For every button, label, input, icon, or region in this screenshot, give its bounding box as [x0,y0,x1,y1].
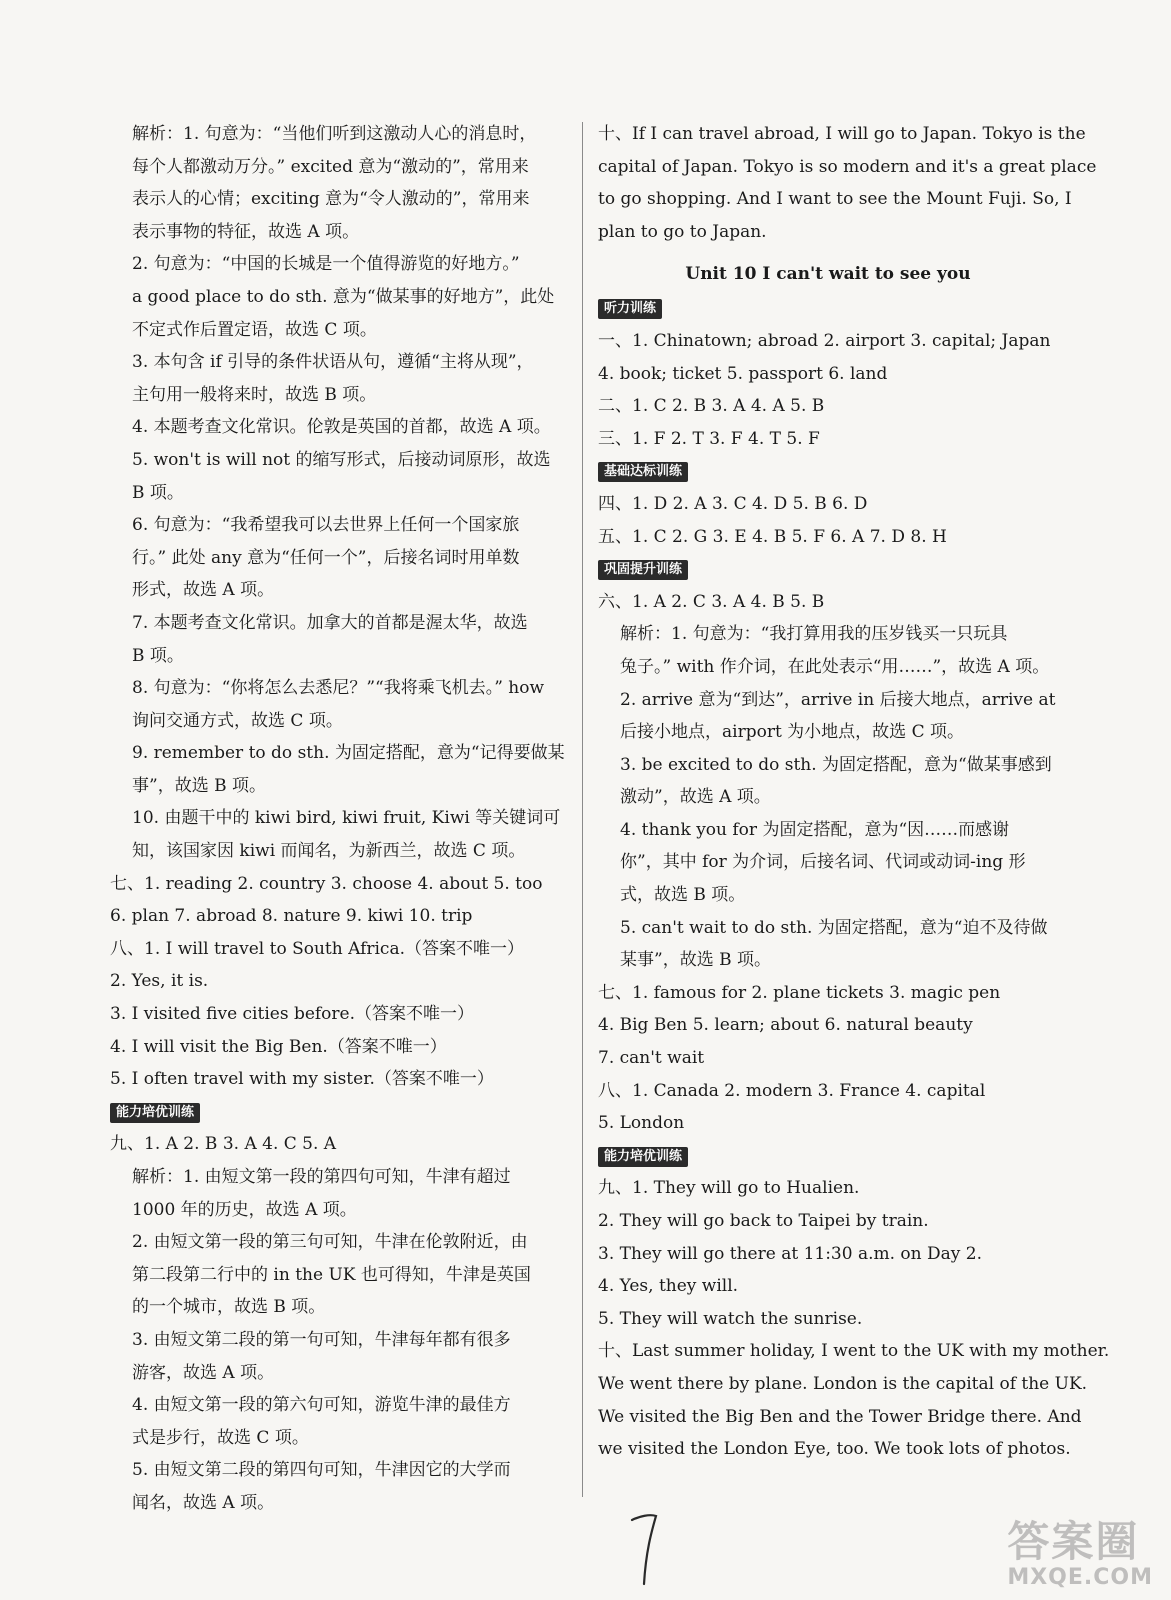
section-header [598,1140,1058,1173]
answer-line: 3. 本句含 if 引导的条件状语从句，遵循“主将从现”， [132,352,534,373]
right-column [598,118,1110,1466]
essay-line: to go shopping. And I want to see the Mount Fuji. So, I [598,189,1072,210]
answer-line: 后接小地点，airport 为小地点，故选 C 项。 [620,722,964,743]
answer-line: 5. 由短文第二段的第四句可知，牛津因它的大学而 [132,1460,511,1481]
answer-line: 5. I often travel with my sister.（答案不唯一） [110,1069,494,1090]
answer-line: 行。” 此处 any 意为“任何一个”，后接名词时用单数 [132,547,520,568]
section-header [110,1096,568,1129]
answer-line: 解析：1. 句意为：“我打算用我的压岁钱买一只玩具 [620,624,1008,645]
answer-line: 八、1. Canada 2. modern 3. France 4. capital [598,1080,986,1101]
unit-10-answers [598,292,1110,1465]
answer-line: 四、1. D 2. A 3. C 4. D 5. B 6. D [598,493,868,514]
answer-line: 七、1. reading 2. country 3. choose 4. about 5. too [110,873,543,894]
answer-line: 1000 年的历史，故选 A 项。 [132,1199,357,1220]
answer-line: 五、1. C 2. G 3. E 4. B 5. F 6. A 7. D 8. H [598,526,947,547]
answer-line: 六、1. A 2. C 3. A 4. B 5. B [598,591,825,612]
answer-line: 8. 句意为：“你将怎么去悉尼？”“我将乘飞机去。” how [132,678,545,699]
answer-line: 九、1. A 2. B 3. A 4. C 5. A [110,1134,337,1155]
answer-line: 2. They will go back to Taipei by train. [598,1211,929,1231]
answer-line: 5. They will watch the sunrise. [598,1308,863,1329]
answer-line: 10. 由题干中的 kiwi bird, kiwi fruit, Kiwi 等关键词可 [132,808,561,829]
essay-answer-ten [598,118,1097,248]
answer-line: We visited the Big Ben and the Tower Bridge there. And [598,1406,1082,1427]
answer-line: 解析：1. 句意为：“当他们听到这激动人心的消息时， [132,124,537,144]
answer-line: 十、Last summer holiday, I went to the UK with my mother. [598,1341,1110,1362]
answer-line: 每个人都激动万分。” excited 意为“激动的”，常用来 [132,156,529,177]
section-label: 能力培优训练 [110,1103,200,1123]
answer-line: 9. remember to do sth. 为固定搭配，意为“记得要做某 [132,743,565,764]
answer-line: 激动”，故选 A 项。 [620,787,771,808]
answer-line: 式是步行，故选 C 项。 [132,1427,309,1448]
answer-line: 4. Yes, they will. [598,1276,739,1297]
answer-line: 主句用一般将来时，故选 B 项。 [132,384,377,405]
left-column [110,118,568,1520]
answer-line: 一、1. Chinatown; abroad 2. airport 3. capital; Japan [598,330,1051,351]
answer-line: 5. can't wait to do sth. 为固定搭配，意为“迫不及待做 [620,917,1048,938]
section-header [598,292,1058,325]
answer-line: 2. arrive 意为“到达”，arrive in 后接大地点，arrive at [620,689,1056,710]
answer-line: 九、1. They will go to Hualien. [598,1178,860,1199]
answer-line: 解析：1. 由短文第一段的第四句可知，牛津有超过 [132,1167,511,1187]
answer-line: 知，该国家因 kiwi 而闻名，为新西兰，故选 C 项。 [132,841,526,862]
answer-line: 7. can't wait [598,1048,705,1069]
answer-line: 3. 由短文第二段的第一句可知，牛津每年都有很多 [132,1329,511,1350]
answer-line: 4. book; ticket 5. passport 6. land [598,363,888,384]
answer-line: We went there by plane. London is the capital of the UK. [598,1373,1088,1394]
answer-line: 4. 由短文第一段的第六句可知，游览牛津的最佳方 [132,1395,511,1416]
answer-line: 3. be excited to do sth. 为固定搭配，意为“做某事感到 [620,754,1052,775]
section-label: 巩固提升训练 [598,560,688,580]
answer-line: 不定式作后置定语，故选 C 项。 [132,319,377,340]
answer-line: 八、1. I will travel to South Africa.（答案不唯一） [110,938,524,959]
answer-line: 5. London [598,1113,685,1134]
answer-line: 某事”，故选 B 项。 [620,950,771,971]
answer-line: 4. Big Ben 5. learn; about 6. natural beauty [598,1015,973,1036]
essay-line: plan to go to Japan. [598,221,767,242]
watermark-url: MXQE.COM [1007,1565,1153,1590]
answer-line: 询问交通方式，故选 C 项。 [132,710,343,731]
answer-line: 2. Yes, it is. [110,971,209,992]
answer-line: 兔子。” with 作介词，在此处表示“用……”，故选 A 项。 [620,656,1050,677]
column-divider [582,122,583,1497]
answer-line: 4. 本题考查文化常识。伦敦是英国的首都，故选 A 项。 [132,417,551,438]
section-label: 基础达标训练 [598,462,688,482]
section-header [598,455,1058,488]
answer-line: 表示事物的特征，故选 A 项。 [132,221,360,242]
handwritten-mark-icon [628,1510,662,1590]
watermark-logo: 答案圈 [1007,1517,1140,1566]
answer-line: 第二段第二行中的 in the UK 也可得知，牛津是英国 [132,1264,531,1285]
essay-line: 十、If I can travel abroad, I will go to Japan. Tokyo is the [598,124,1086,144]
answer-line: 2. 由短文第一段的第三句可知，牛津在伦敦附近，由 [132,1232,528,1253]
answer-line: 三、1. F 2. T 3. F 4. T 5. F [598,428,820,449]
answer-line: B 项。 [132,482,184,503]
answer-line: 的一个城市，故选 B 项。 [132,1297,326,1318]
answer-line: 闻名，故选 A 项。 [132,1492,275,1513]
answer-line: B 项。 [132,645,184,666]
answer-line: 表示人的心情；exciting 意为“令人激动的”，常用来 [132,189,530,210]
answer-line: 5. won't is will not 的缩写形式，后接动词原形，故选 [132,449,551,470]
answer-line: we visited the London Eye, too. We took lots of photos. [598,1439,1071,1460]
answer-line: 你”，其中 for 为介词，后接名词、代词或动词-ing 形 [620,852,1026,873]
answer-line: 4. thank you for 为固定搭配，意为“因……而感谢 [620,819,1010,840]
answer-line: 游客，故选 A 项。 [132,1362,275,1383]
section-label: 能力培优训练 [598,1147,688,1167]
answer-line: 6. plan 7. abroad 8. nature 9. kiwi 10. trip [110,906,473,927]
answer-line: 形式，故选 A 项。 [132,580,275,601]
section-header [598,553,1058,586]
answer-line: 6. 句意为：“我希望我可以去世界上任何一个国家旅 [132,515,520,536]
answer-line: 式，故选 B 项。 [620,885,746,906]
answer-line: 二、1. C 2. B 3. A 4. A 5. B [598,396,825,417]
answer-line: 事”，故选 B 项。 [132,775,266,796]
site-watermark [1007,1519,1153,1590]
answer-line: 7. 本题考查文化常识。加拿大的首都是渥太华，故选 [132,612,528,633]
essay-line: capital of Japan. Tokyo is so modern and it's a great place [598,156,1097,177]
answer-line: a good place to do sth. 意为“做某事的好地方”，此处 [132,286,555,307]
answer-line: 2. 句意为：“中国的长城是一个值得游览的好地方。” [132,254,520,275]
unit-title: Unit 10 I can't wait to see you [685,264,971,285]
answer-line: 3. They will go there at 11:30 a.m. on Day 2. [598,1243,983,1264]
answer-line: 4. I will visit the Big Ben.（答案不唯一） [110,1036,447,1057]
answer-line: 七、1. famous for 2. plane tickets 3. magic pen [598,982,1001,1003]
answer-line: 3. I visited five cities before.（答案不唯一） [110,1004,475,1025]
section-label: 听力训练 [598,299,662,319]
